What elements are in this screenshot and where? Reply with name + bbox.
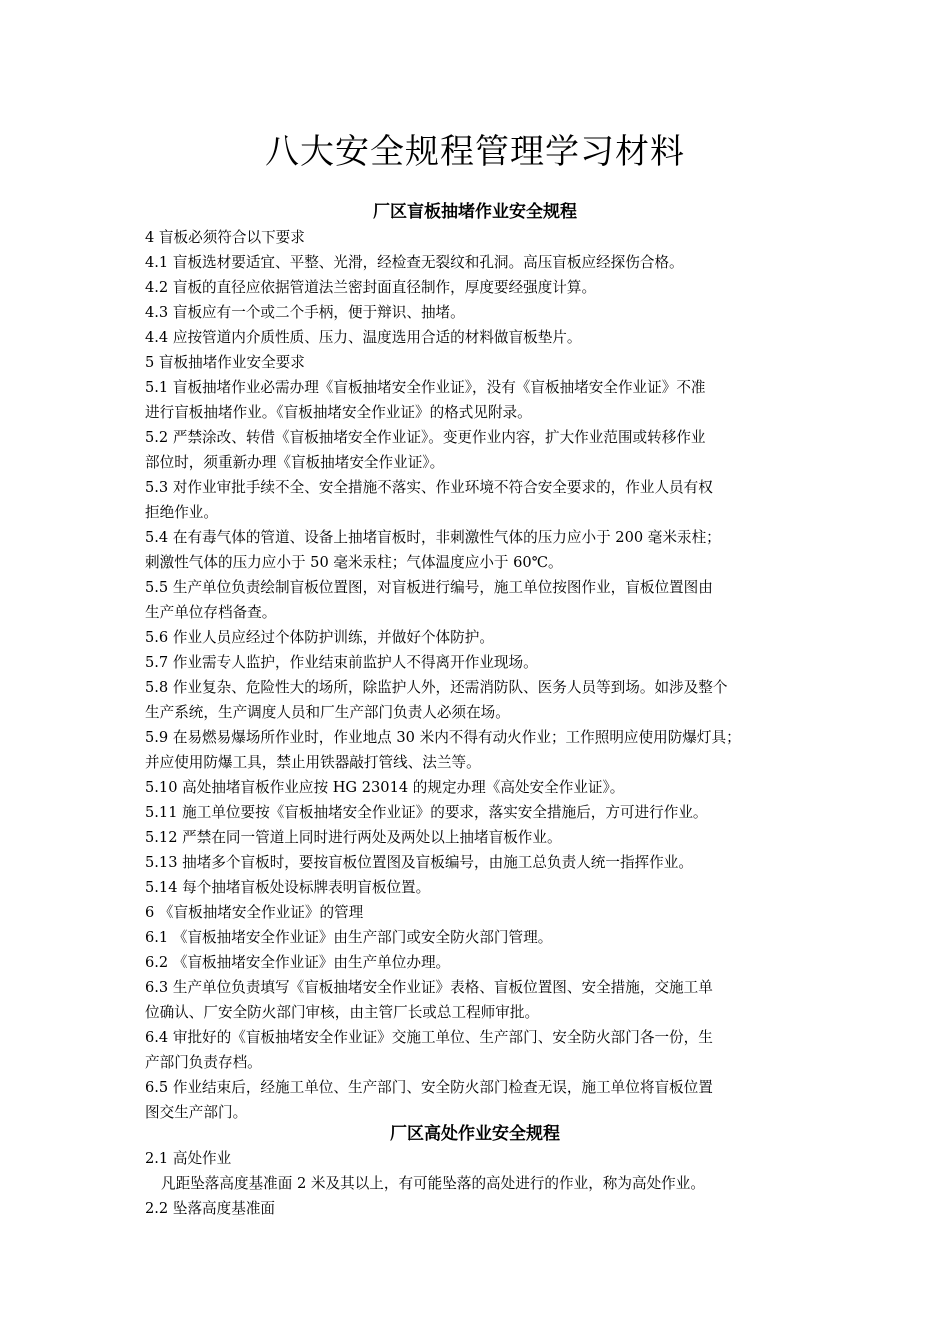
paragraph-line: 5.11 施工单位要按《盲板抽堵安全作业证》的要求，落实安全措施后，方可进行作业。 <box>145 804 708 821</box>
paragraph-line: 生产单位存档备查。 <box>145 604 277 621</box>
paragraph-line: 4.1 盲板选材要适宜、平整、光滑，经检查无裂纹和孔洞。高压盲板应经探伤合格。 <box>145 254 684 271</box>
paragraph-line: 图交生产部门。 <box>145 1104 248 1121</box>
paragraph-line: 2.2 坠落高度基准面 <box>145 1200 276 1217</box>
paragraph-line: 4.4 应按管道内介质性质、压力、温度选用合适的材料做盲板垫片。 <box>145 329 582 346</box>
paragraph-line: 拒绝作业。 <box>145 504 218 521</box>
paragraph-line: 5.14 每个抽堵盲板处设标牌表明盲板位置。 <box>145 879 431 896</box>
paragraph-line: 6 《盲板抽堵安全作业证》的管理 <box>145 904 364 921</box>
paragraph-line: 6.3 生产单位负责填写《盲板抽堵安全作业证》表格、盲板位置图、安全措施，交施工单 <box>145 979 713 996</box>
paragraph-line: 凡距坠落高度基准面 2 米及其以上，有可能坠落的高处进行的作业，称为高处作业。 <box>161 1175 705 1192</box>
section-title-blind-plate: 厂区盲板抽堵作业安全规程 <box>373 202 577 222</box>
paragraph-line: 部位时，须重新办理《盲板抽堵安全作业证》。 <box>145 454 445 471</box>
paragraph-line: 位确认、厂安全防火部门审核，由主管厂长或总工程师审批。 <box>145 1004 540 1021</box>
paragraph-line: 5.7 作业需专人监护，作业结束前监护人不得离开作业现场。 <box>145 654 538 671</box>
paragraph-line: 产部门负责存档。 <box>145 1054 262 1071</box>
paragraph-line: 6.4 审批好的《盲板抽堵安全作业证》交施工单位、生产部门、安全防火部门各一份，生 <box>145 1029 713 1046</box>
paragraph-line: 5.2 严禁涂改、转借《盲板抽堵安全作业证》。变更作业内容，扩大作业范围或转移作业 <box>145 429 706 446</box>
document-title: 八大安全规程管理学习材料 <box>265 132 685 172</box>
paragraph-line: 6.5 作业结束后，经施工单位、生产部门、安全防火部门检查无误，施工单位将盲板位置 <box>145 1079 713 1096</box>
paragraph-line: 6.1 《盲板抽堵安全作业证》由生产部门或安全防火部门管理。 <box>145 929 553 946</box>
section-body-height-work <box>145 1146 825 1221</box>
paragraph-line: 4 盲板必须符合以下要求 <box>145 229 305 246</box>
paragraph-line: 5.3 对作业审批手续不全、安全措施不落实、作业环境不符合安全要求的，作业人员有权 <box>145 479 713 496</box>
section-title-height-work: 厂区高处作业安全规程 <box>390 1124 560 1144</box>
paragraph-line: 5.4 在有毒气体的管道、设备上抽堵盲板时，非刺激性气体的压力应小于 200 毫米汞柱； <box>145 529 721 546</box>
paragraph-line: 5.6 作业人员应经过个体防护训练，并做好个体防护。 <box>145 629 494 646</box>
paragraph-line: 4.3 盲板应有一个或二个手柄，便于辩识、抽堵。 <box>145 304 465 321</box>
paragraph-line: 进行盲板抽堵作业。《盲板抽堵安全作业证》的格式见附录。 <box>145 404 532 421</box>
paragraph-line: 5.12 严禁在同一管道上同时进行两处及两处以上抽堵盲板作业。 <box>145 829 562 846</box>
paragraph-line: 5.5 生产单位负责绘制盲板位置图，对盲板进行编号，施工单位按图作业，盲板位置图由 <box>145 579 713 596</box>
paragraph-line: 5.1 盲板抽堵作业必需办理《盲板抽堵安全作业证》，没有《盲板抽堵安全作业证》不准 <box>145 379 706 396</box>
paragraph-line: 5.10 高处抽堵盲板作业应按 HG 23014 的规定办理《高处安全作业证》。 <box>145 779 625 796</box>
paragraph-line: 4.2 盲板的直径应依据管道法兰密封面直径制作，厚度要经强度计算。 <box>145 279 597 296</box>
paragraph-line: 2.1 高处作业 <box>145 1150 232 1167</box>
paragraph-line: 生产系统，生产调度人员和厂生产部门负责人必须在场。 <box>145 704 510 721</box>
section-body-blind-plate <box>145 225 825 1125</box>
paragraph-line: 并应使用防爆工具，禁止用铁器敲打管线、法兰等。 <box>145 754 481 771</box>
paragraph-line: 刺激性气体的压力应小于 50 毫米汞柱；气体温度应小于 60℃。 <box>145 554 563 571</box>
paragraph-line: 5 盲板抽堵作业安全要求 <box>145 354 305 371</box>
paragraph-line: 6.2 《盲板抽堵安全作业证》由生产单位办理。 <box>145 954 451 971</box>
paragraph-line: 5.9 在易燃易爆场所作业时，作业地点 30 米内不得有动火作业；工作照明应使用防爆灯具； <box>145 729 741 746</box>
paragraph-line: 5.8 作业复杂、危险性大的场所，除监护人外，还需消防队、医务人员等到场。如涉及整个 <box>145 679 728 696</box>
paragraph-line: 5.13 抽堵多个盲板时，要按盲板位置图及盲板编号，由施工总负责人统一指挥作业。 <box>145 854 693 871</box>
